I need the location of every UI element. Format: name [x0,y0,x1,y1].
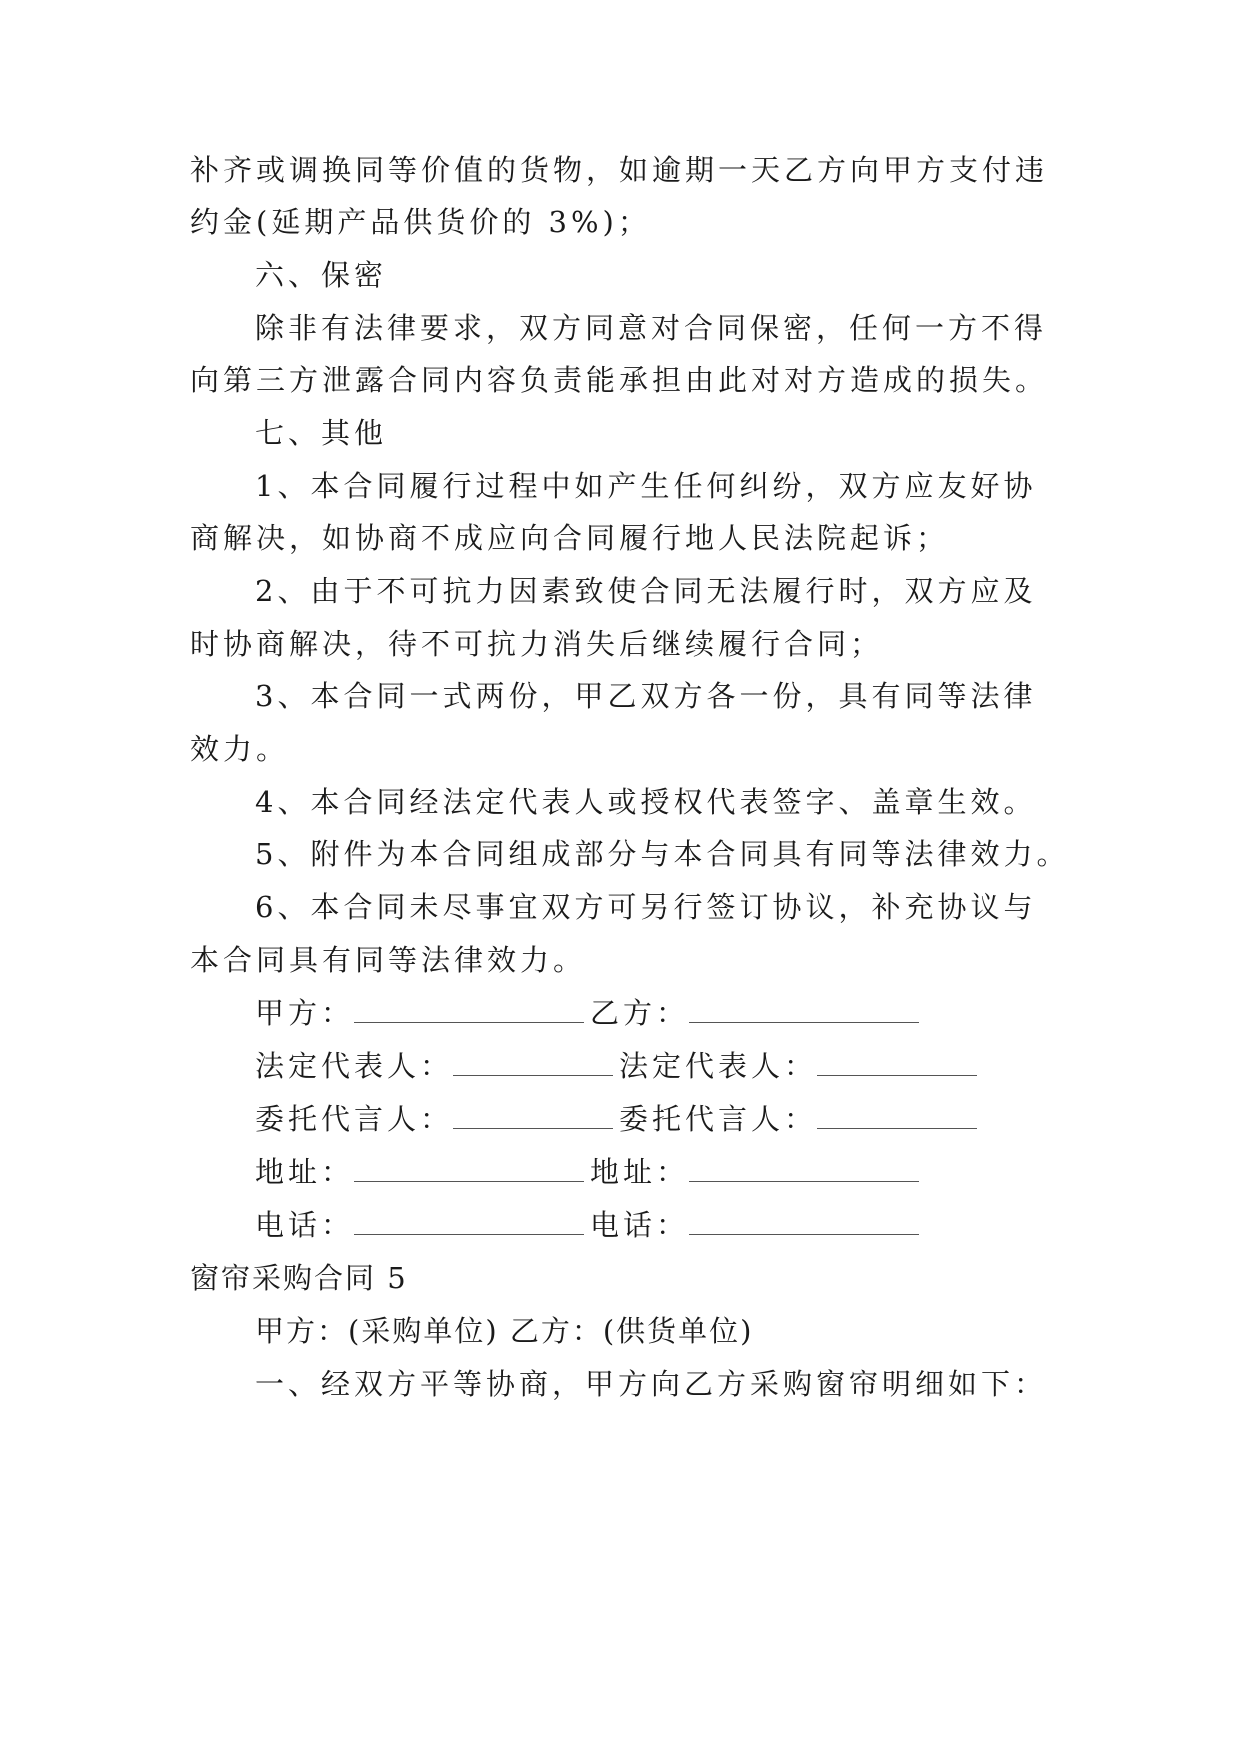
body-line-4: 除非有法律要求，双方同意对合同保密，任何一方不得 [255,311,1048,345]
signature-row-party [255,993,925,1033]
agent-a-blank[interactable] [453,1100,613,1129]
address-b-label: 地址： [590,1155,690,1189]
next-contract-title: 窗帘采购合同 5 [190,1261,408,1295]
agent-b-label: 委托代言人： [619,1102,818,1136]
address-a-label: 地址： [255,1155,355,1189]
section-heading-confidentiality: 六、保密 [255,258,388,292]
next-contract-clause-1: 一、经双方平等协商，甲方向乙方采购窗帘明细如下： [255,1367,1048,1401]
signature-row-address [255,1152,925,1192]
party-b-blank[interactable] [689,994,919,1023]
agent-a-label: 委托代言人： [255,1102,454,1136]
party-b-label: 乙方： [590,996,690,1030]
phone-b-blank[interactable] [689,1206,919,1235]
party-a-label: 甲方： [255,996,355,1030]
address-a-blank[interactable] [354,1153,584,1182]
clause-2-line-2: 时协商解决，待不可抗力消失后继续履行合同； [190,627,884,661]
phone-a-blank[interactable] [354,1206,584,1235]
party-a-blank[interactable] [354,994,584,1023]
next-contract-parties: 甲方：(采购单位) 乙方：(供货单位) [255,1314,754,1348]
signature-row-agent [255,1099,983,1139]
phone-b-label: 电话： [590,1208,690,1242]
clause-2-line-1: 2、由于不可抗力因素致使合同无法履行时，双方应及 [255,574,1037,608]
signature-row-phone [255,1205,925,1245]
clause-5: 5、附件为本合同组成部分与本合同具有同等法律效力。 [255,837,1070,871]
section-heading-other: 七、其他 [255,416,388,450]
clause-3-line-2: 效力。 [190,732,290,766]
clause-6-line-1: 6、本合同未尽事宜双方可另行签订协议，补充协议与 [255,890,1037,924]
clause-1-line-2: 商解决，如协商不成应向合同履行地人民法院起诉； [190,521,950,555]
legal-rep-a-blank[interactable] [453,1047,613,1076]
agent-b-blank[interactable] [817,1100,977,1129]
legal-rep-b-label: 法定代表人： [619,1049,818,1083]
body-line-5: 向第三方泄露合同内容负责能承担由此对对方造成的损失。 [190,363,1049,397]
signature-row-legal-rep [255,1046,983,1086]
body-line-1: 补齐或调换同等价值的货物，如逾期一天乙方向甲方支付违 [190,153,1049,187]
legal-rep-a-label: 法定代表人： [255,1049,454,1083]
clause-6-line-2: 本合同具有同等法律效力。 [190,943,587,977]
body-line-2: 约金(延期产品供货价的 3%)； [190,205,651,239]
address-b-blank[interactable] [689,1153,919,1182]
clause-3-line-1: 3、本合同一式两份，甲乙双方各一份，具有同等法律 [255,679,1037,713]
clause-1-line-1: 1、本合同履行过程中如产生任何纠纷，双方应友好协 [255,469,1037,503]
legal-rep-b-blank[interactable] [817,1047,977,1076]
clause-4: 4、本合同经法定代表人或授权代表签字、盖章生效。 [255,785,1037,819]
phone-a-label: 电话： [255,1208,355,1242]
